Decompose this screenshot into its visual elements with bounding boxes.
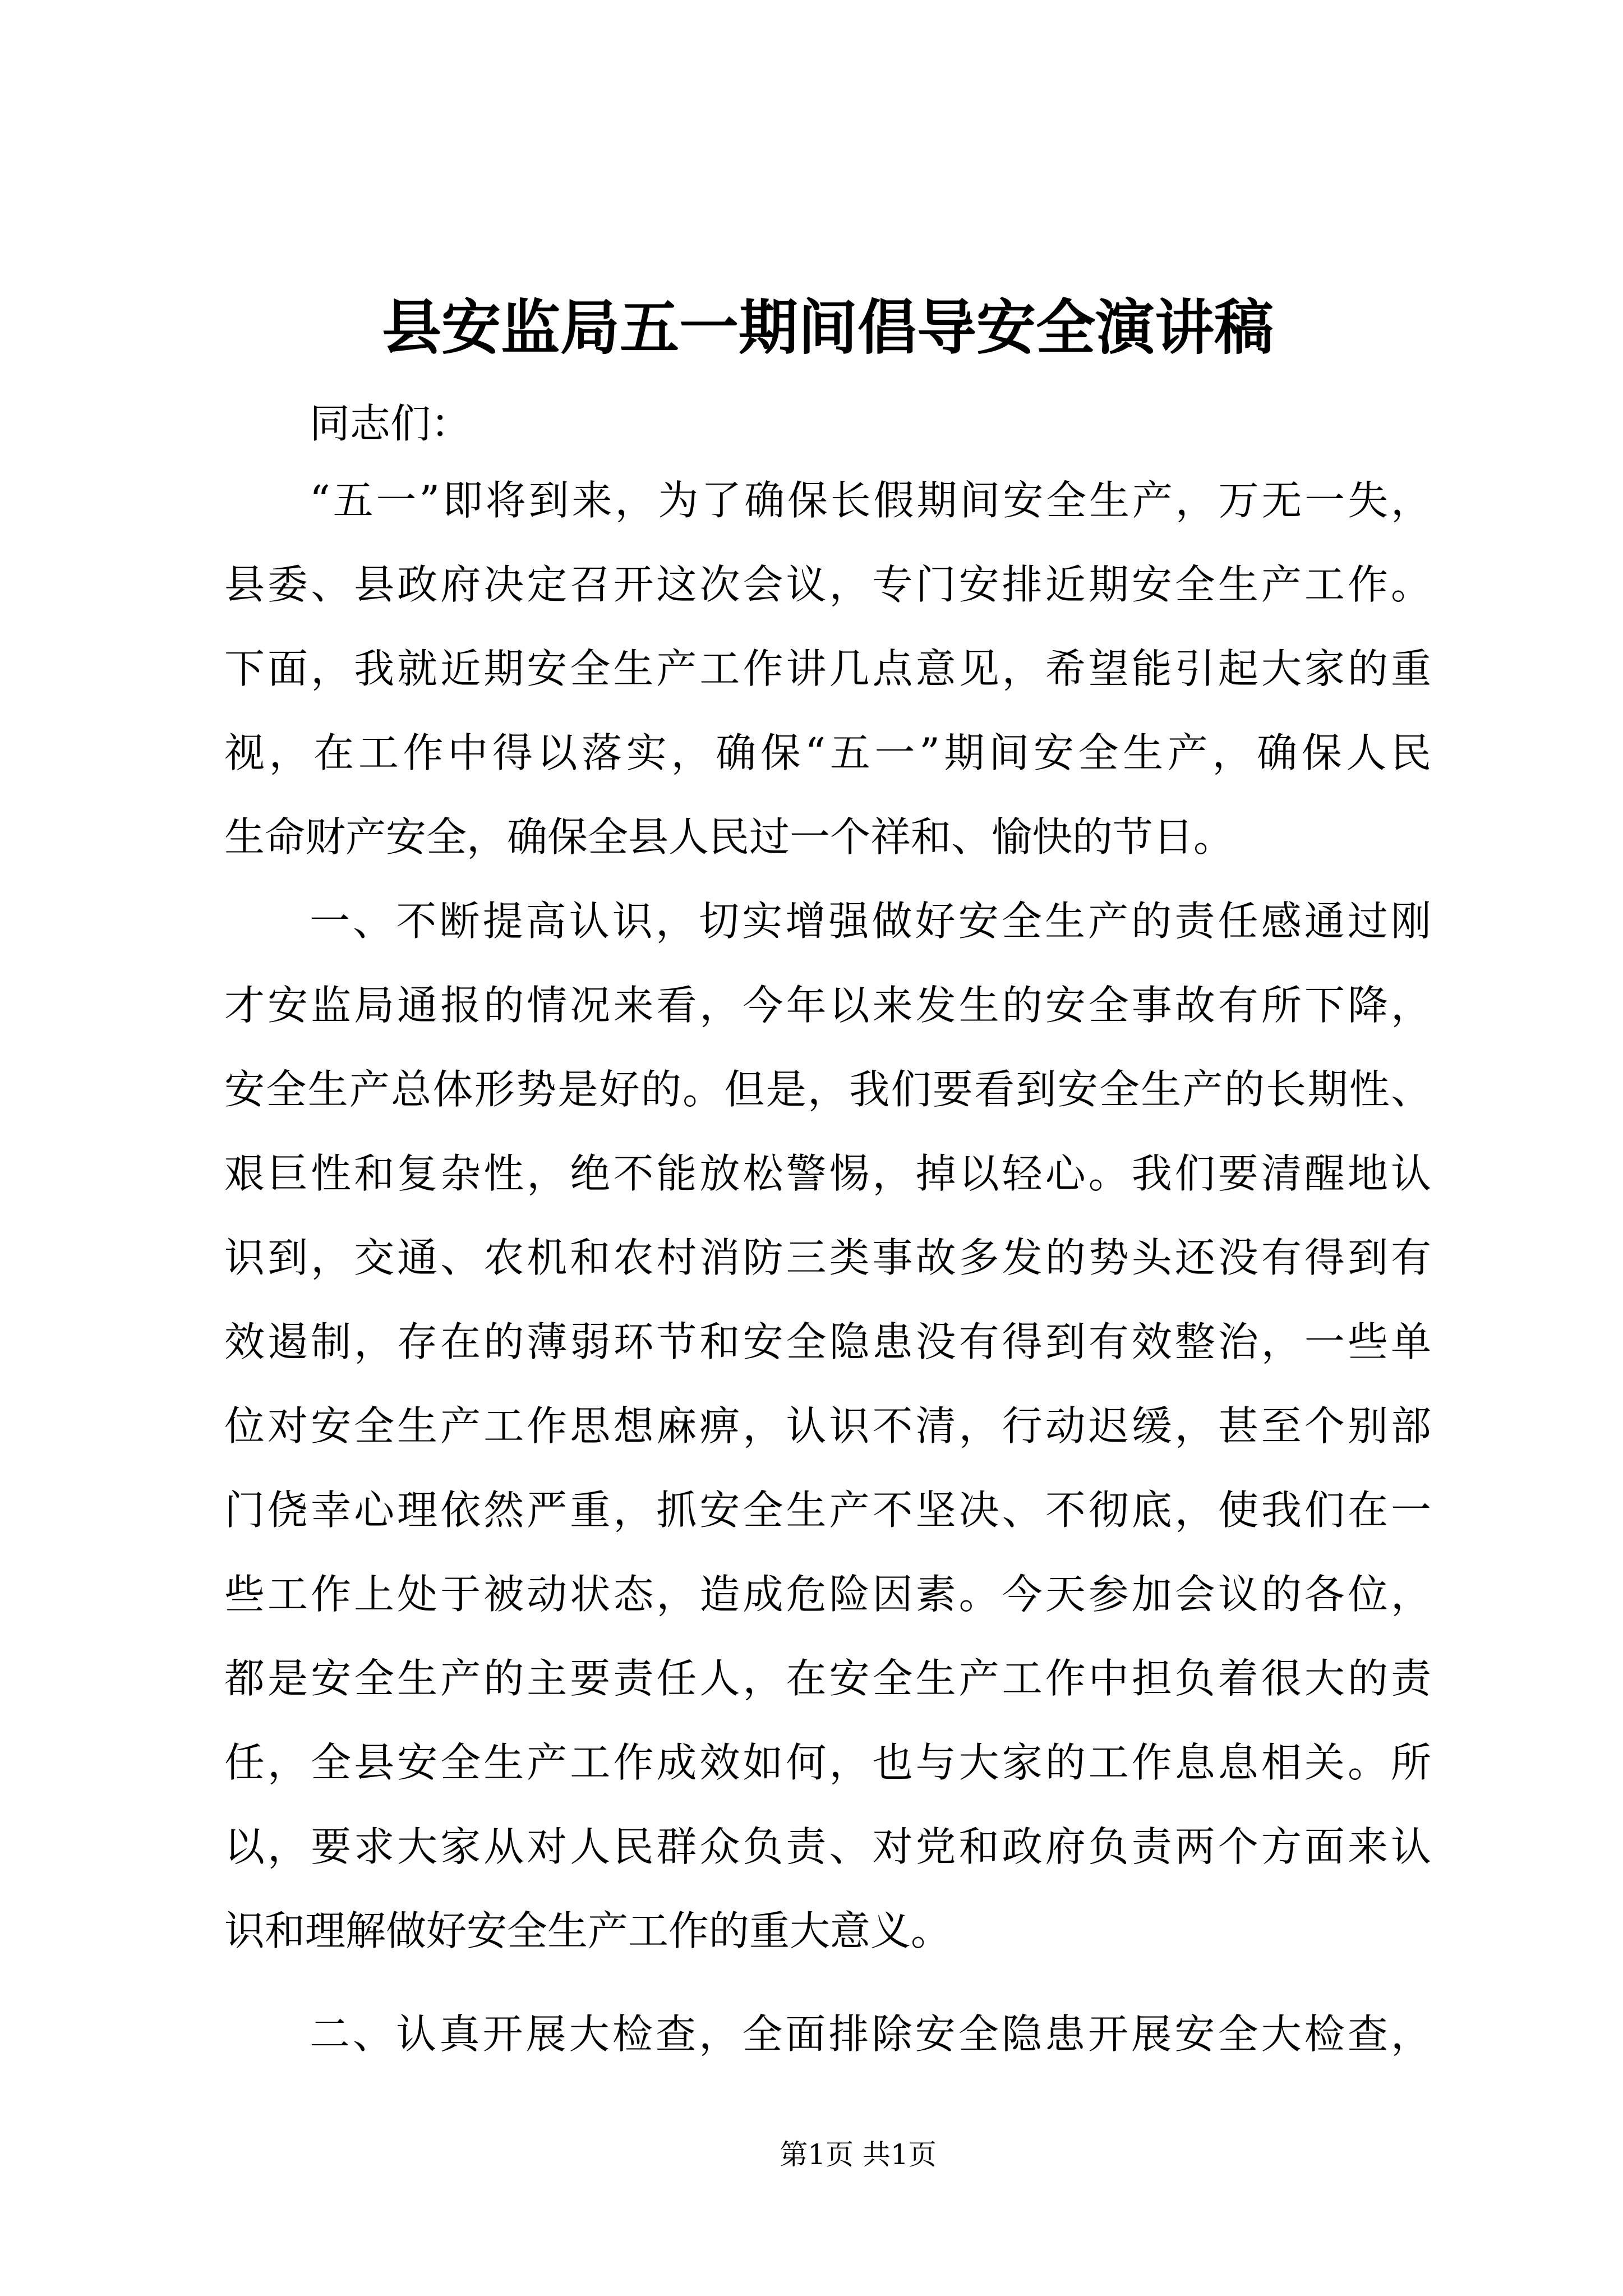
paragraph-line: 识和理解做好安全生产工作的重大意义。 — [224, 1907, 952, 1954]
paragraph-line: “五一”即将到来，为了确保长假期间安全生产，万无一失， — [310, 477, 1431, 524]
paragraph-line: 下面，我就近期安全生产工作讲几点意见，希望能引起大家的重 — [224, 645, 1431, 692]
paragraph-1 — [224, 458, 1431, 879]
paragraph-line: 都是安全生产的主要责任人，在安全生产工作中担负着很大的责 — [224, 1655, 1431, 1702]
paragraph-line: 位对安全生产工作思想麻痹，认识不清，行动迟缓，甚至个别部 — [224, 1402, 1431, 1450]
paragraph-line: 一、不断提高认识，切实增强做好安全生产的责任感通过刚 — [310, 898, 1431, 945]
paragraph-line: 生命财产安全，确保全县人民过一个祥和、愉快的节日。 — [224, 813, 1234, 861]
paragraph-line: 些工作上处于被动状态，造成危险因素。今天参加会议的各位， — [224, 1571, 1431, 1618]
paragraph-3 — [224, 1992, 1431, 2076]
paragraph-line: 以，要求大家从对人民群众负责、对党和政府负责两个方面来认 — [224, 1823, 1431, 1870]
paragraph-line: 识到，交通、农机和农村消防三类事故多发的势头还没有得到有 — [224, 1234, 1431, 1281]
page-footer: 第1页 共1页 — [780, 2138, 937, 2171]
paragraph-line: 才安监局通报的情况来看，今年以来发生的安全事故有所下降， — [224, 982, 1431, 1029]
paragraph-line: 二、认真开展大检查，全面排除安全隐患开展安全大检查， — [310, 2010, 1431, 2058]
paragraph-line: 安全生产总体形势是好的。但是，我们要看到安全生产的长期性、 — [224, 1066, 1431, 1113]
paragraph-2 — [224, 879, 1431, 1973]
paragraph-line: 艰巨性和复杂性，绝不能放松警惕，掉以轻心。我们要清醒地认 — [224, 1150, 1431, 1197]
document-title: 县安监局五一期间倡导安全演讲稿 — [382, 292, 1274, 362]
document-body — [224, 381, 1431, 2076]
paragraph-line: 门侥幸心理依然严重，抓安全生产不坚决、不彻底，使我们在一 — [224, 1487, 1431, 1534]
paragraph-line: 任，全县安全生产工作成效如何，也与大家的工作息息相关。所 — [224, 1739, 1431, 1786]
paragraph-line: 县委、县政府决定召开这次会议，专门安排近期安全生产工作。 — [224, 561, 1431, 608]
salutation: 同志们： — [310, 400, 472, 447]
paragraph-line: 视，在工作中得以落实，确保“五一”期间安全生产，确保人民 — [224, 729, 1431, 776]
paragraph-line: 效遏制，存在的薄弱环节和安全隐患没有得到有效整治，一些单 — [224, 1318, 1431, 1365]
